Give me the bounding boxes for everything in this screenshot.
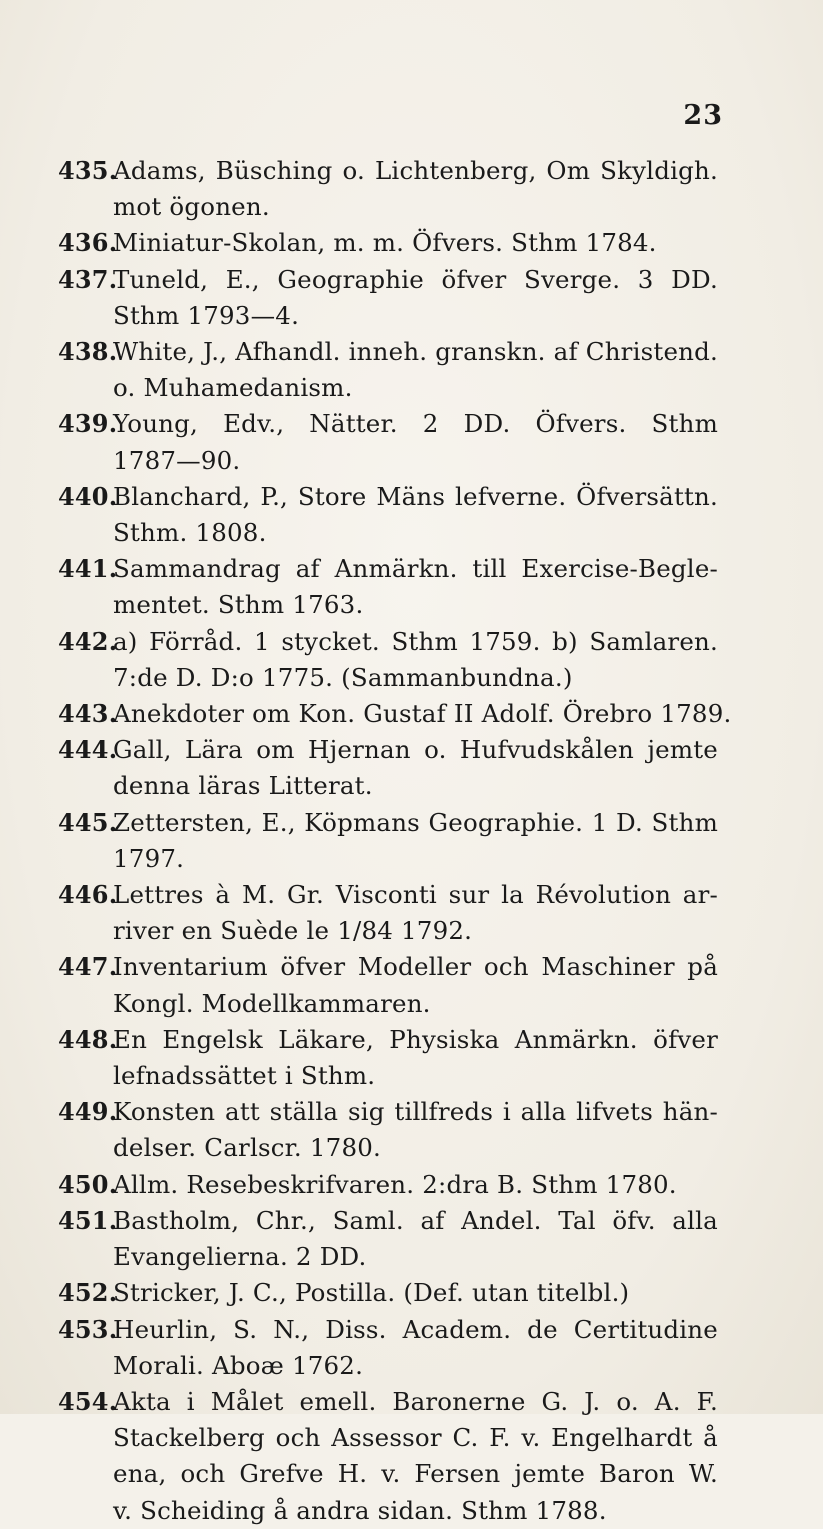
entry-text-line: Akta i Målet emell. Baronerne G. J. o. A. F.: [113, 1386, 718, 1416]
catalog-entry: [58, 805, 718, 877]
entry-text-line: Inventarium öfver Modeller och Maschiner på: [113, 952, 718, 982]
entry-number: 436.: [58, 228, 118, 258]
entry-number: 435.: [58, 156, 118, 185]
entry-text-line: Young, Edv., Nätter. 2 DD. Öfvers. Sthm: [113, 409, 718, 439]
entry-text-line: lefnadssättet i Sthm.: [113, 1061, 376, 1091]
entry-text-line: v. Scheiding å andra sidan. Sthm 1788.: [113, 1495, 607, 1525]
entry-number: 450.: [58, 1169, 118, 1199]
entry-text-line: Tuneld, E., Geographie öfver Sverge. 3 DD.: [113, 264, 718, 294]
catalog-entry: [58, 479, 718, 551]
entry-number: 446.: [58, 880, 118, 910]
catalog-entry: [58, 624, 718, 696]
catalog-entry: [58, 262, 718, 334]
catalog-entries-list: [58, 153, 732, 1529]
entry-text-line: Morali. Aboæ 1762.: [113, 1350, 364, 1380]
catalog-entry: [58, 696, 732, 732]
catalog-entry: [58, 949, 718, 1021]
entry-number: 452.: [58, 1278, 118, 1308]
catalog-entry: [58, 153, 718, 225]
entry-number: 443.: [58, 699, 118, 729]
entry-text-line: Heurlin, S. N., Diss. Academ. de Certitudine: [113, 1314, 718, 1344]
entry-text-line: delser. Carlscr. 1780.: [113, 1133, 382, 1163]
entry-text-line: Stackelberg och Assessor C. F. v. Engelhardt å: [113, 1423, 718, 1453]
entry-number: 447.: [58, 952, 118, 982]
entry-text-line: ena, och Grefve H. v. Fersen jemte Baron W.: [113, 1459, 718, 1489]
entry-number: 438.: [58, 337, 118, 367]
entry-text-line: mentet. Sthm 1763.: [113, 590, 364, 620]
entry-number: 445.: [58, 807, 118, 837]
entry-text-line: Adams, Büsching o. Lichtenberg, Om Skyldigh.: [113, 156, 718, 185]
entry-text-line: 1797.: [113, 843, 185, 873]
entry-text-line: Zettersten, E., Köpmans Geographie. 1 D. Sthm: [113, 807, 718, 837]
catalog-entry: [58, 877, 718, 949]
catalog-entry: [58, 1384, 718, 1529]
catalog-entry: [58, 732, 718, 804]
entry-number: 453.: [58, 1314, 118, 1344]
entry-text-line: Anekdoter om Kon. Gustaf II Adolf. Örebro 1789.: [113, 699, 732, 729]
entry-text-line: Sthm. 1808.: [113, 518, 267, 548]
entry-text-line: En Engelsk Läkare, Physiska Anmärkn. öfver: [113, 1024, 718, 1054]
entry-number: 437.: [58, 264, 118, 294]
entry-text-line: Lettres à M. Gr. Visconti sur la Révolution ar-: [113, 880, 718, 910]
catalog-entry: [58, 1203, 718, 1275]
entry-text-line: Gall, Lära om Hjernan o. Hufvudskålen jemte: [113, 735, 718, 765]
entry-number: 448.: [58, 1024, 118, 1054]
entry-text-line: Blanchard, P., Store Mäns lefverne. Öfversättn.: [113, 481, 718, 511]
entry-text-line: Bastholm, Chr., Saml. af Andel. Tal öfv. alla: [113, 1205, 718, 1235]
catalog-entry: [58, 1022, 718, 1094]
catalog-entry: [58, 406, 718, 478]
entry-number: 454.: [58, 1386, 118, 1416]
entry-text-line: o. Muhamedanism.: [113, 373, 353, 403]
page-number: 23: [683, 100, 723, 131]
catalog-entry: [58, 1275, 718, 1311]
entry-text-line: Konsten att ställa sig tillfreds i alla lifvets hän-: [113, 1097, 718, 1127]
entry-text-line: Miniatur-Skolan, m. m. Öfvers. Sthm 1784.: [113, 228, 657, 258]
entry-number: 440.: [58, 481, 118, 511]
entry-number: 439.: [58, 409, 118, 439]
entry-text-line: 7:de D. D:o 1775. (Sammanbundna.): [113, 662, 573, 692]
entry-text-line: a) Förråd. 1 stycket. Sthm 1759. b) Samlaren.: [113, 626, 718, 656]
entry-text-line: Kongl. Modellkammaren.: [113, 988, 431, 1018]
entry-text-line: mot ögonen.: [113, 192, 270, 222]
catalog-entry: [58, 225, 718, 261]
entry-text-line: Sammandrag af Anmärkn. till Exercise-Begle-: [113, 554, 718, 584]
entry-number: 444.: [58, 735, 118, 765]
entry-text-line: Stricker, J. C., Postilla. (Def. utan titelbl.): [113, 1278, 630, 1308]
entry-text-line: denna läras Litterat.: [113, 771, 373, 801]
catalog-entry: [58, 1312, 718, 1384]
catalog-entry: [58, 1167, 718, 1203]
entry-text-line: Sthm 1793—4.: [113, 300, 300, 330]
entry-text-line: river en Suède le 1/84 1792.: [113, 916, 473, 946]
entry-number: 451.: [58, 1205, 118, 1235]
entry-number: 441.: [58, 554, 118, 584]
entry-number: 442.: [58, 626, 118, 656]
entry-text-line: 1787—90.: [113, 445, 241, 475]
entry-number: 449.: [58, 1097, 118, 1127]
entry-text-line: Evangelierna. 2 DD.: [113, 1242, 367, 1272]
catalog-entry: [58, 1094, 718, 1166]
entry-text-line: Allm. Resebeskrifvaren. 2:dra B. Sthm 1780.: [113, 1169, 677, 1199]
catalog-entry: [58, 551, 718, 623]
catalog-entry: [58, 334, 718, 406]
entry-text-line: White, J., Afhandl. inneh. granskn. af Christend.: [113, 337, 718, 367]
